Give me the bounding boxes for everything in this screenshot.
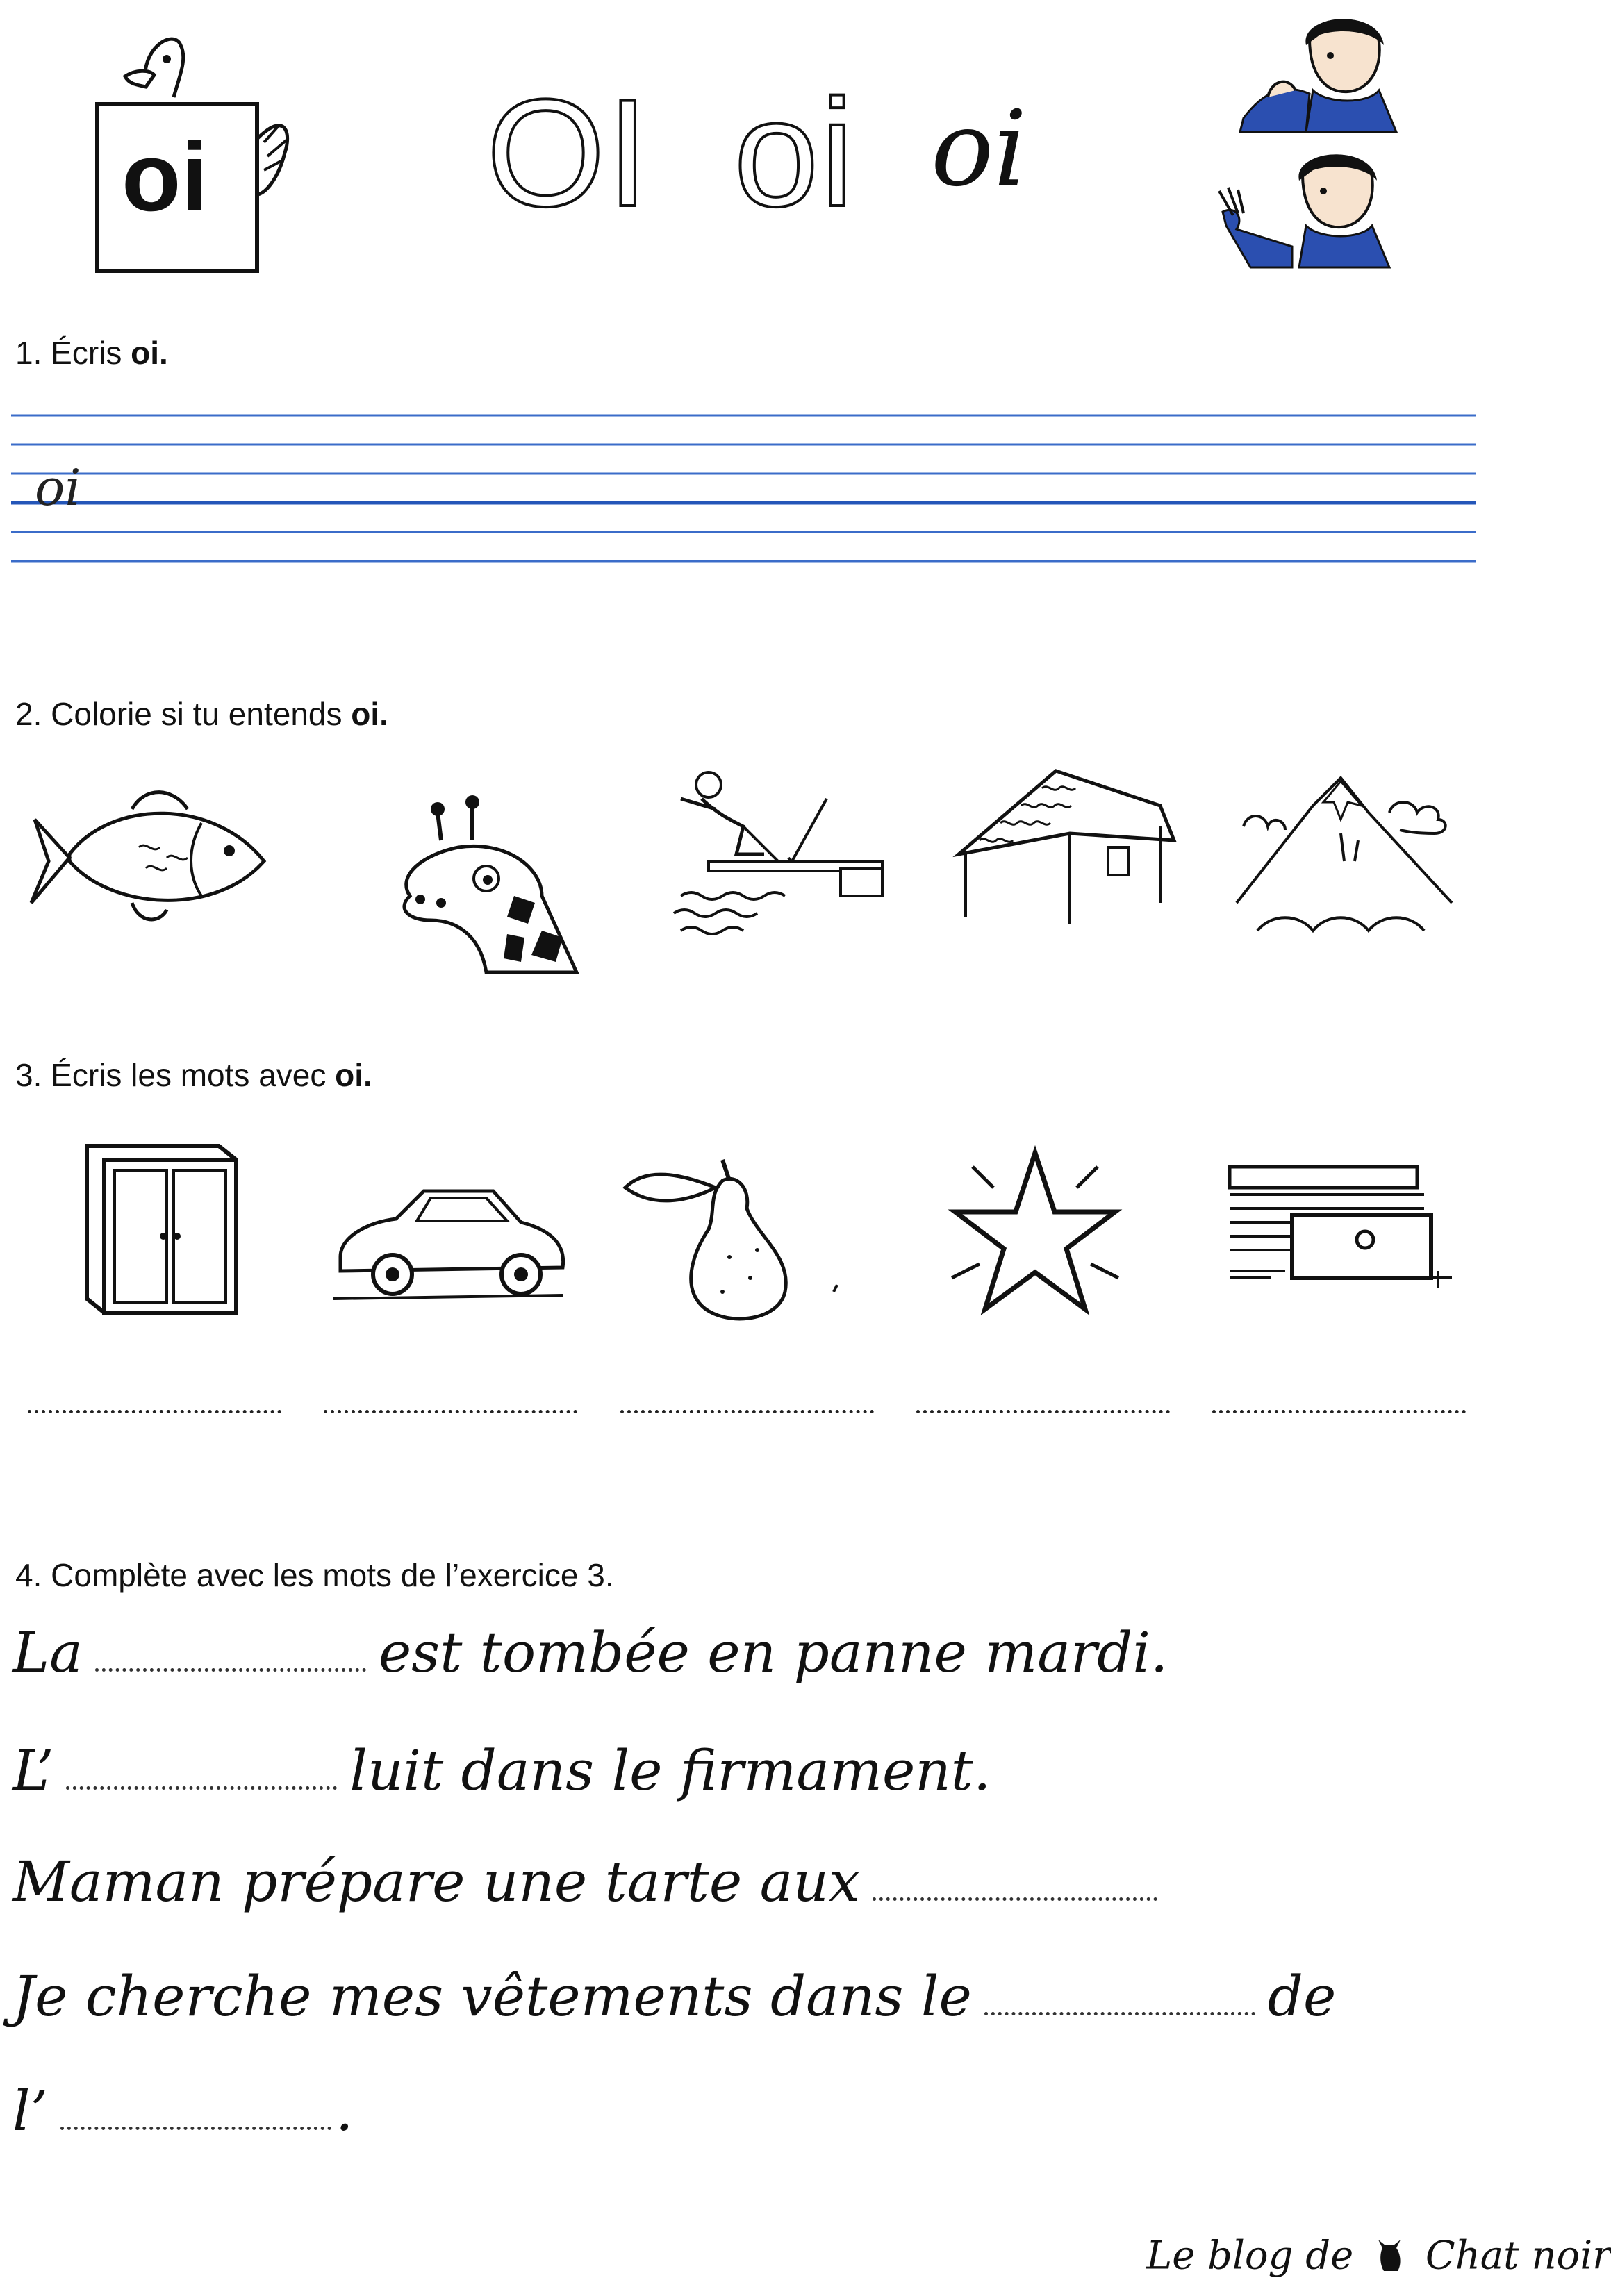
exercise-2-text: 2. Colorie si tu entends [15,696,352,732]
answer-line[interactable] [1212,1410,1466,1413]
sentence-2-start: L’ [13,1738,54,1803]
exercise-2-bold: oi. [351,696,388,732]
answer-line[interactable] [916,1410,1170,1413]
sentence-4-end: de [1267,1964,1337,2029]
outlined-letters [486,67,939,238]
sentence-1-start: La [13,1620,83,1685]
mountain-picture[interactable] [1230,764,1480,951]
sentence-2 [13,1738,991,1803]
giraffe-picture[interactable] [368,792,618,979]
pear-picture[interactable] [618,1146,868,1333]
answer-line[interactable] [324,1410,577,1413]
answer-line[interactable] [28,1410,281,1413]
sample-cursive-oi: oi [35,458,81,517]
exercise-4-title: 4. Complète avec les mots de l’exercice 3. [15,1557,614,1593]
sentence-5-start: l’ [13,2079,49,2143]
sentence-1-end: est tombée en panne mardi. [378,1620,1168,1685]
sentence-1 [13,1620,1168,1685]
diving-board-picture[interactable] [667,757,917,945]
signature-right: Chat noir [1425,2233,1611,2279]
sentence-4-start: Je cherche mes vêtements dans le [13,1964,972,2029]
blog-signature [1146,2233,1611,2284]
drawer-picture[interactable] [1216,1153,1466,1340]
car-picture[interactable] [327,1153,577,1340]
exercise-3-bold: oi. [335,1057,372,1093]
exercise-3-title [15,1059,372,1091]
fill-blank[interactable] [66,1783,337,1790]
sentence-3 [13,1849,1170,1914]
roof-picture[interactable] [952,764,1202,951]
fish-picture[interactable] [28,757,278,945]
sentence-5-end: . [336,2079,354,2143]
boy-pointing-illustration [1230,14,1410,146]
exercise-1-bold: oi. [131,335,168,371]
exercise-2-title [15,698,388,730]
answer-line[interactable] [620,1410,874,1413]
sentence-4 [13,1964,1337,2029]
answer-lines-row [28,1410,1466,1413]
black-cat-icon [1373,2233,1406,2284]
boy-waving-illustration [1216,149,1396,281]
wardrobe-picture[interactable] [49,1132,299,1320]
writing-lines[interactable] [11,408,1476,568]
fill-blank[interactable] [984,2008,1255,2015]
signature-left: Le blog de [1146,2233,1354,2279]
fill-blank[interactable] [60,2123,331,2130]
star-picture[interactable] [931,1139,1181,1326]
cursive-oi: oi [931,89,1027,210]
card-letters: oi [122,122,208,231]
sentence-3-start: Maman prépare une tarte aux [13,1849,860,1914]
exercise-1-title [15,337,168,369]
fill-blank[interactable] [873,1894,1157,1901]
exercise-3-text: 3. Écris les mots avec [15,1057,336,1093]
sentence-5 [13,2079,354,2143]
sentence-2-end: luit dans le firmament. [349,1738,991,1803]
lowercase-oi: oi [734,67,856,238]
uppercase-oi: OI [486,67,651,238]
fill-blank[interactable] [95,1665,366,1672]
exercise-1-text: 1. Écris [15,335,131,371]
